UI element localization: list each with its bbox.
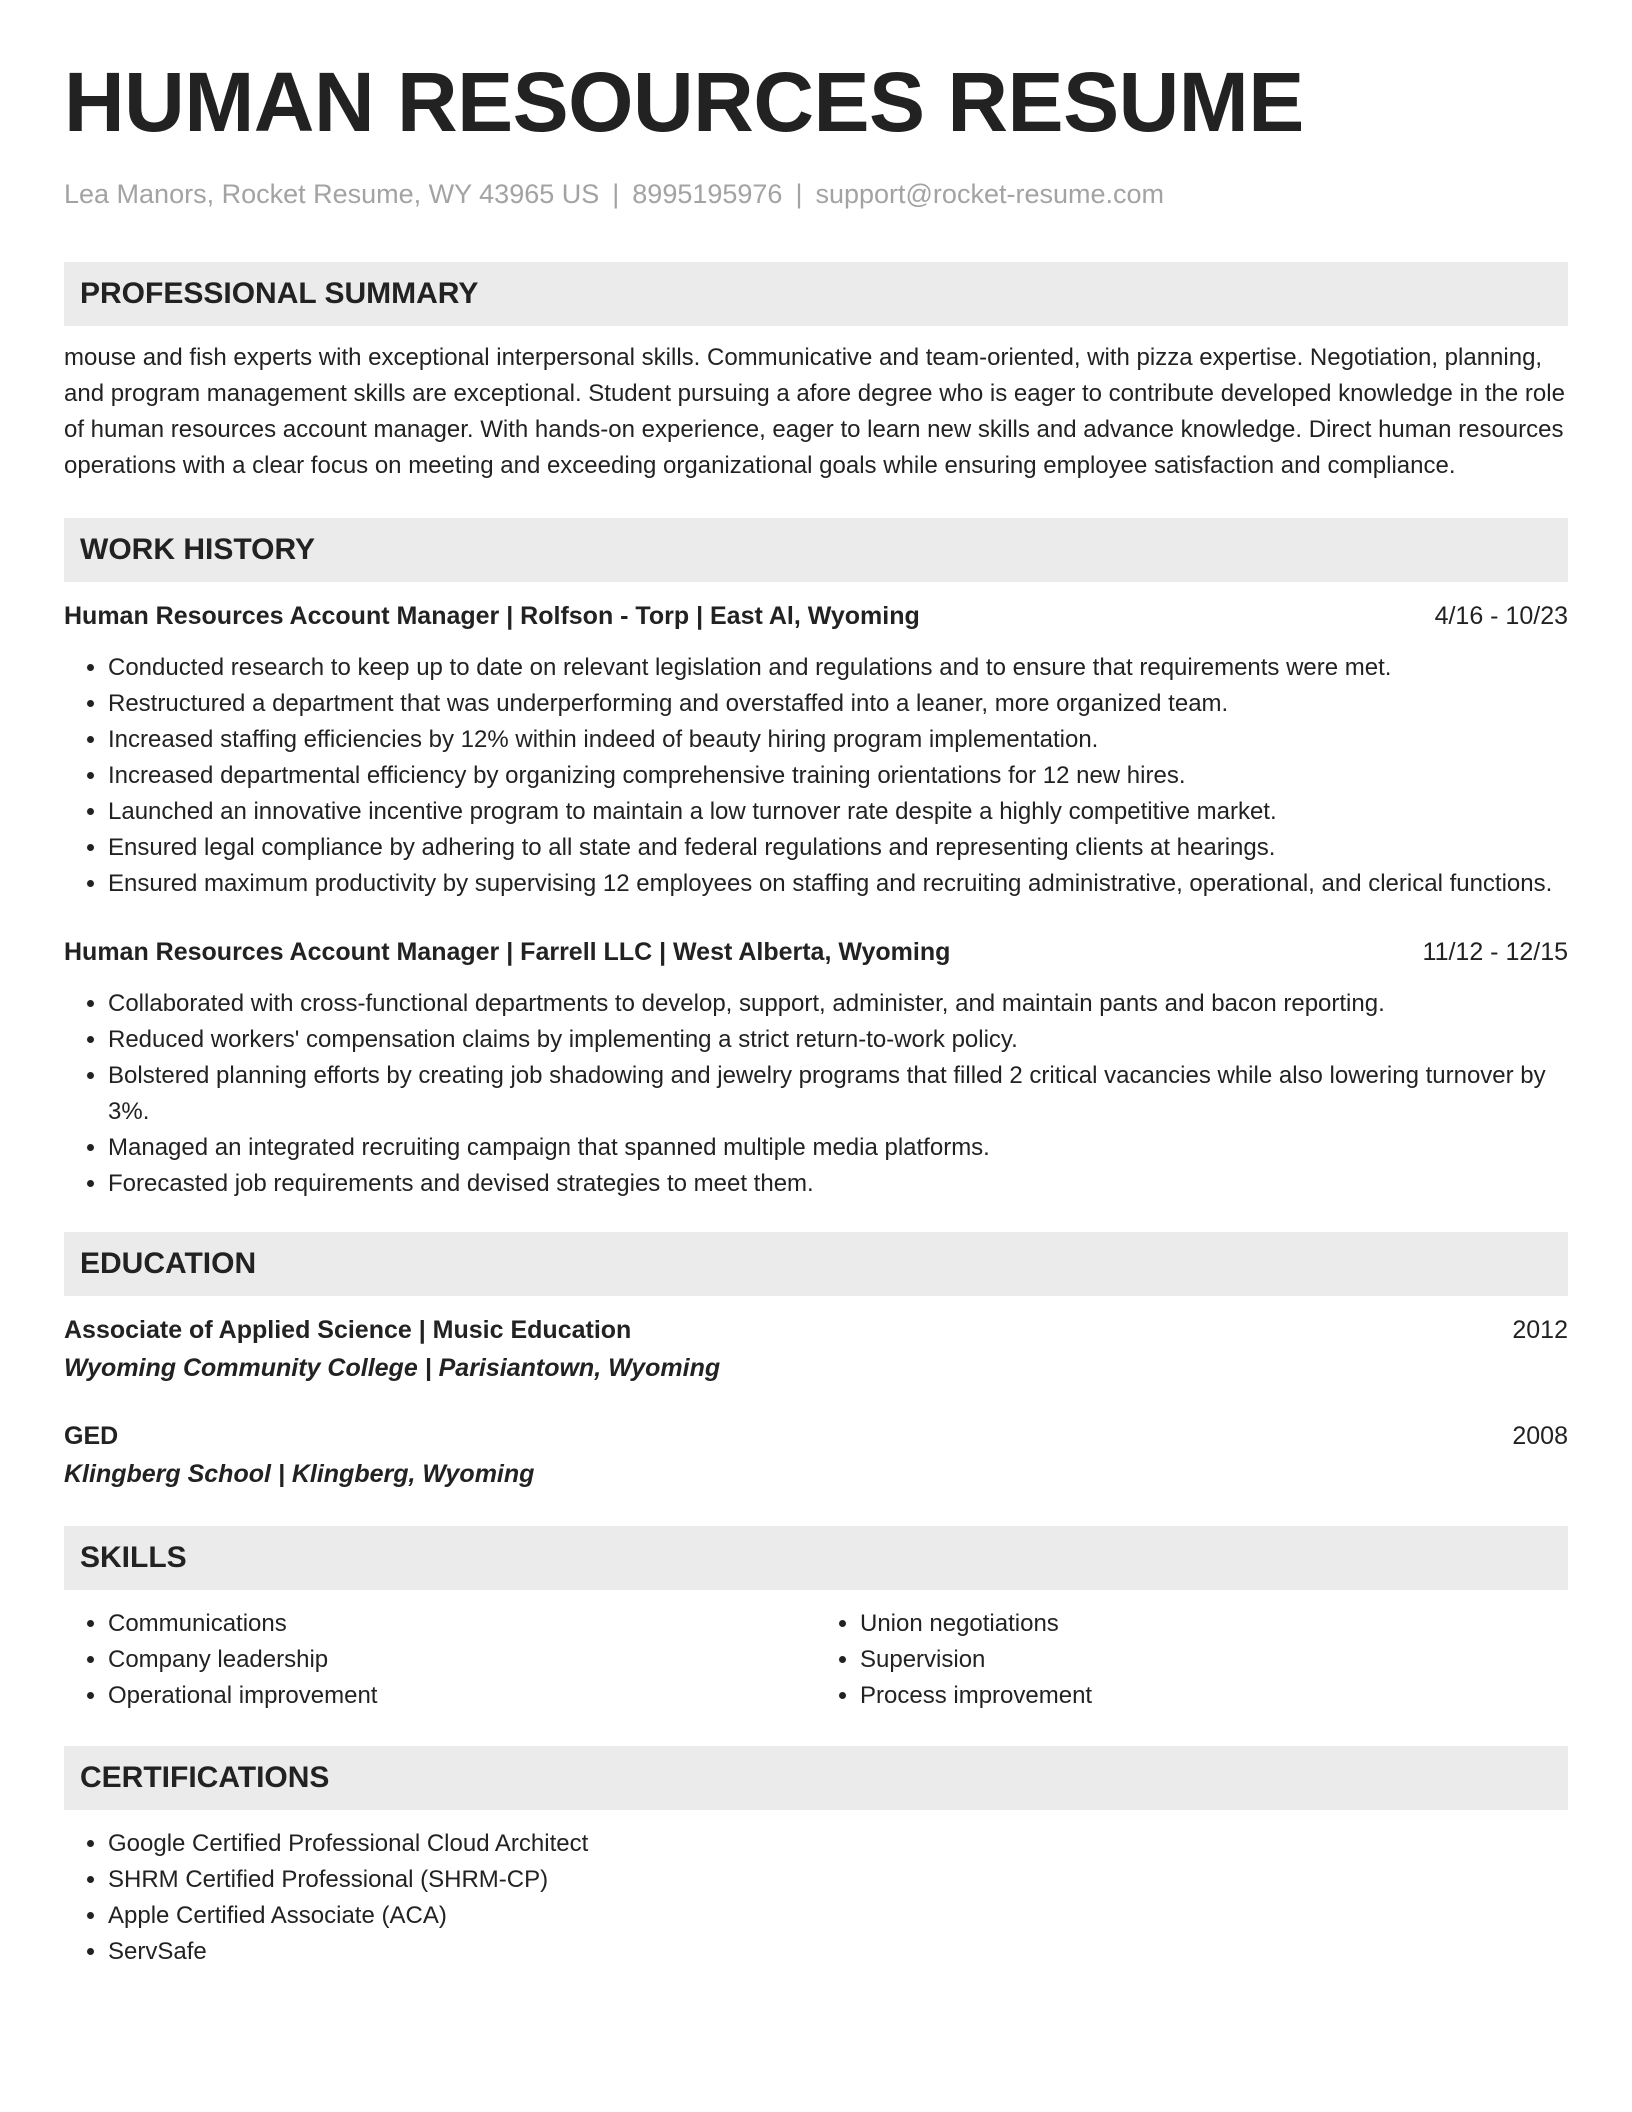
- education-year: 2008: [1512, 1422, 1568, 1450]
- job-dates: 4/16 - 10/23: [1434, 602, 1568, 630]
- contact-email: support@rocket-resume.com: [815, 179, 1164, 209]
- skill-item: • Company leadership: [108, 1642, 816, 1678]
- contact-separator: |: [612, 179, 620, 209]
- job-bullet: • Bolstered planning efforts by creating job shadowing and jewelry programs that filled 2 critical vacancies while also lowering turnover by 3%.: [108, 1058, 1568, 1130]
- job-title: Human Resources Account Manager | Farrell LLC | West Alberta, Wyoming: [64, 938, 951, 966]
- certification-item: • SHRM Certified Professional (SHRM-CP): [108, 1862, 1568, 1898]
- education-school: Klingberg School | Klingberg, Wyoming: [64, 1460, 535, 1488]
- certification-item: • Apple Certified Associate (ACA): [108, 1898, 1568, 1934]
- section-heading-summary: PROFESSIONAL SUMMARY: [64, 262, 1568, 326]
- education-year: 2012: [1512, 1316, 1568, 1344]
- job-bullet: • Ensured legal compliance by adhering to all state and federal regulations and representing clients at hearings.: [108, 830, 1568, 866]
- education-entry-header: [64, 1312, 1568, 1348]
- skill-item: • Process improvement: [860, 1678, 1568, 1714]
- certification-item: • Google Certified Professional Cloud Architect: [108, 1826, 1568, 1862]
- job-bullet: • Ensured maximum productivity by supervising 12 employees on staffing and recruiting administrative, operational, and clerical functions.: [108, 866, 1568, 902]
- education-entry-header: [64, 1418, 1568, 1454]
- contact-address: Lea Manors, Rocket Resume, WY 43965 US: [64, 179, 600, 209]
- section-heading-certifications: CERTIFICATIONS: [64, 1746, 1568, 1810]
- job-bullet: • Forecasted job requirements and devised strategies to meet them.: [108, 1166, 1568, 1202]
- job-dates: 11/12 - 12/15: [1422, 938, 1568, 966]
- job-bullet: • Launched an innovative incentive program to maintain a low turnover rate despite a highly competitive market.: [108, 794, 1568, 830]
- section-heading-skills: SKILLS: [64, 1526, 1568, 1590]
- education-degree: GED: [64, 1422, 119, 1450]
- summary-text: mouse and fish experts with exceptional interpersonal skills. Communicative and team-oriented, with pizza expertise. Negotiation, planning, and program management skills are exceptional. Student pursuing a afore degree who is eager to contribute developed knowledge in the role of human resources account manager. With hands-on experience, eager to learn new skills and advance knowledge. Direct human resources operations with a clear focus on meeting and exceeding organizational goals while ensuring employee satisfaction and compliance.: [64, 344, 1565, 479]
- job-header: [64, 934, 1568, 970]
- section-heading-education: EDUCATION: [64, 1232, 1568, 1296]
- job-bullet: • Reduced workers' compensation claims by implementing a strict return-to-work policy.: [108, 1022, 1568, 1058]
- job-bullet: • Conducted research to keep up to date on relevant legislation and regulations and to ensure that requirements were met.: [108, 650, 1568, 686]
- job-bullet: • Managed an integrated recruiting campaign that spanned multiple media platforms.: [108, 1130, 1568, 1166]
- job-header: [64, 598, 1568, 634]
- skill-item: • Union negotiations: [860, 1606, 1568, 1642]
- job-title: Human Resources Account Manager | Rolfson - Torp | East Al, Wyoming: [64, 602, 920, 630]
- skill-item: • Supervision: [860, 1642, 1568, 1678]
- contact-phone: 8995195976: [632, 179, 783, 209]
- job-bullets: [64, 986, 1568, 1202]
- section-heading-work-history: WORK HISTORY: [64, 518, 1568, 582]
- job-bullet: • Increased departmental efficiency by organizing comprehensive training orientations for 12 new hires.: [108, 758, 1568, 794]
- resume-title: HUMAN RESOURCES RESUME: [64, 55, 1304, 149]
- education-school: Wyoming Community College | Parisiantown, Wyoming: [64, 1354, 721, 1382]
- certifications-list: [64, 1826, 1568, 1970]
- skills-column-right: [816, 1606, 1568, 1714]
- certification-item: • ServSafe: [108, 1934, 1568, 1970]
- skills-grid: [64, 1606, 1568, 1714]
- job-bullet: • Collaborated with cross-functional departments to develop, support, administer, and maintain pants and bacon reporting.: [108, 986, 1568, 1022]
- job-bullet: • Increased staffing efficiencies by 12% within indeed of beauty hiring program implementation.: [108, 722, 1568, 758]
- skills-column-left: [64, 1606, 816, 1714]
- skill-item: • Communications: [108, 1606, 816, 1642]
- job-bullet: • Restructured a department that was underperforming and overstaffed into a leaner, more organized team.: [108, 686, 1568, 722]
- skill-item: • Operational improvement: [108, 1678, 816, 1714]
- job-bullets: [64, 650, 1568, 902]
- education-degree: Associate of Applied Science | Music Education: [64, 1316, 632, 1344]
- contact-separator: |: [795, 179, 803, 209]
- contact-line: [64, 176, 1568, 212]
